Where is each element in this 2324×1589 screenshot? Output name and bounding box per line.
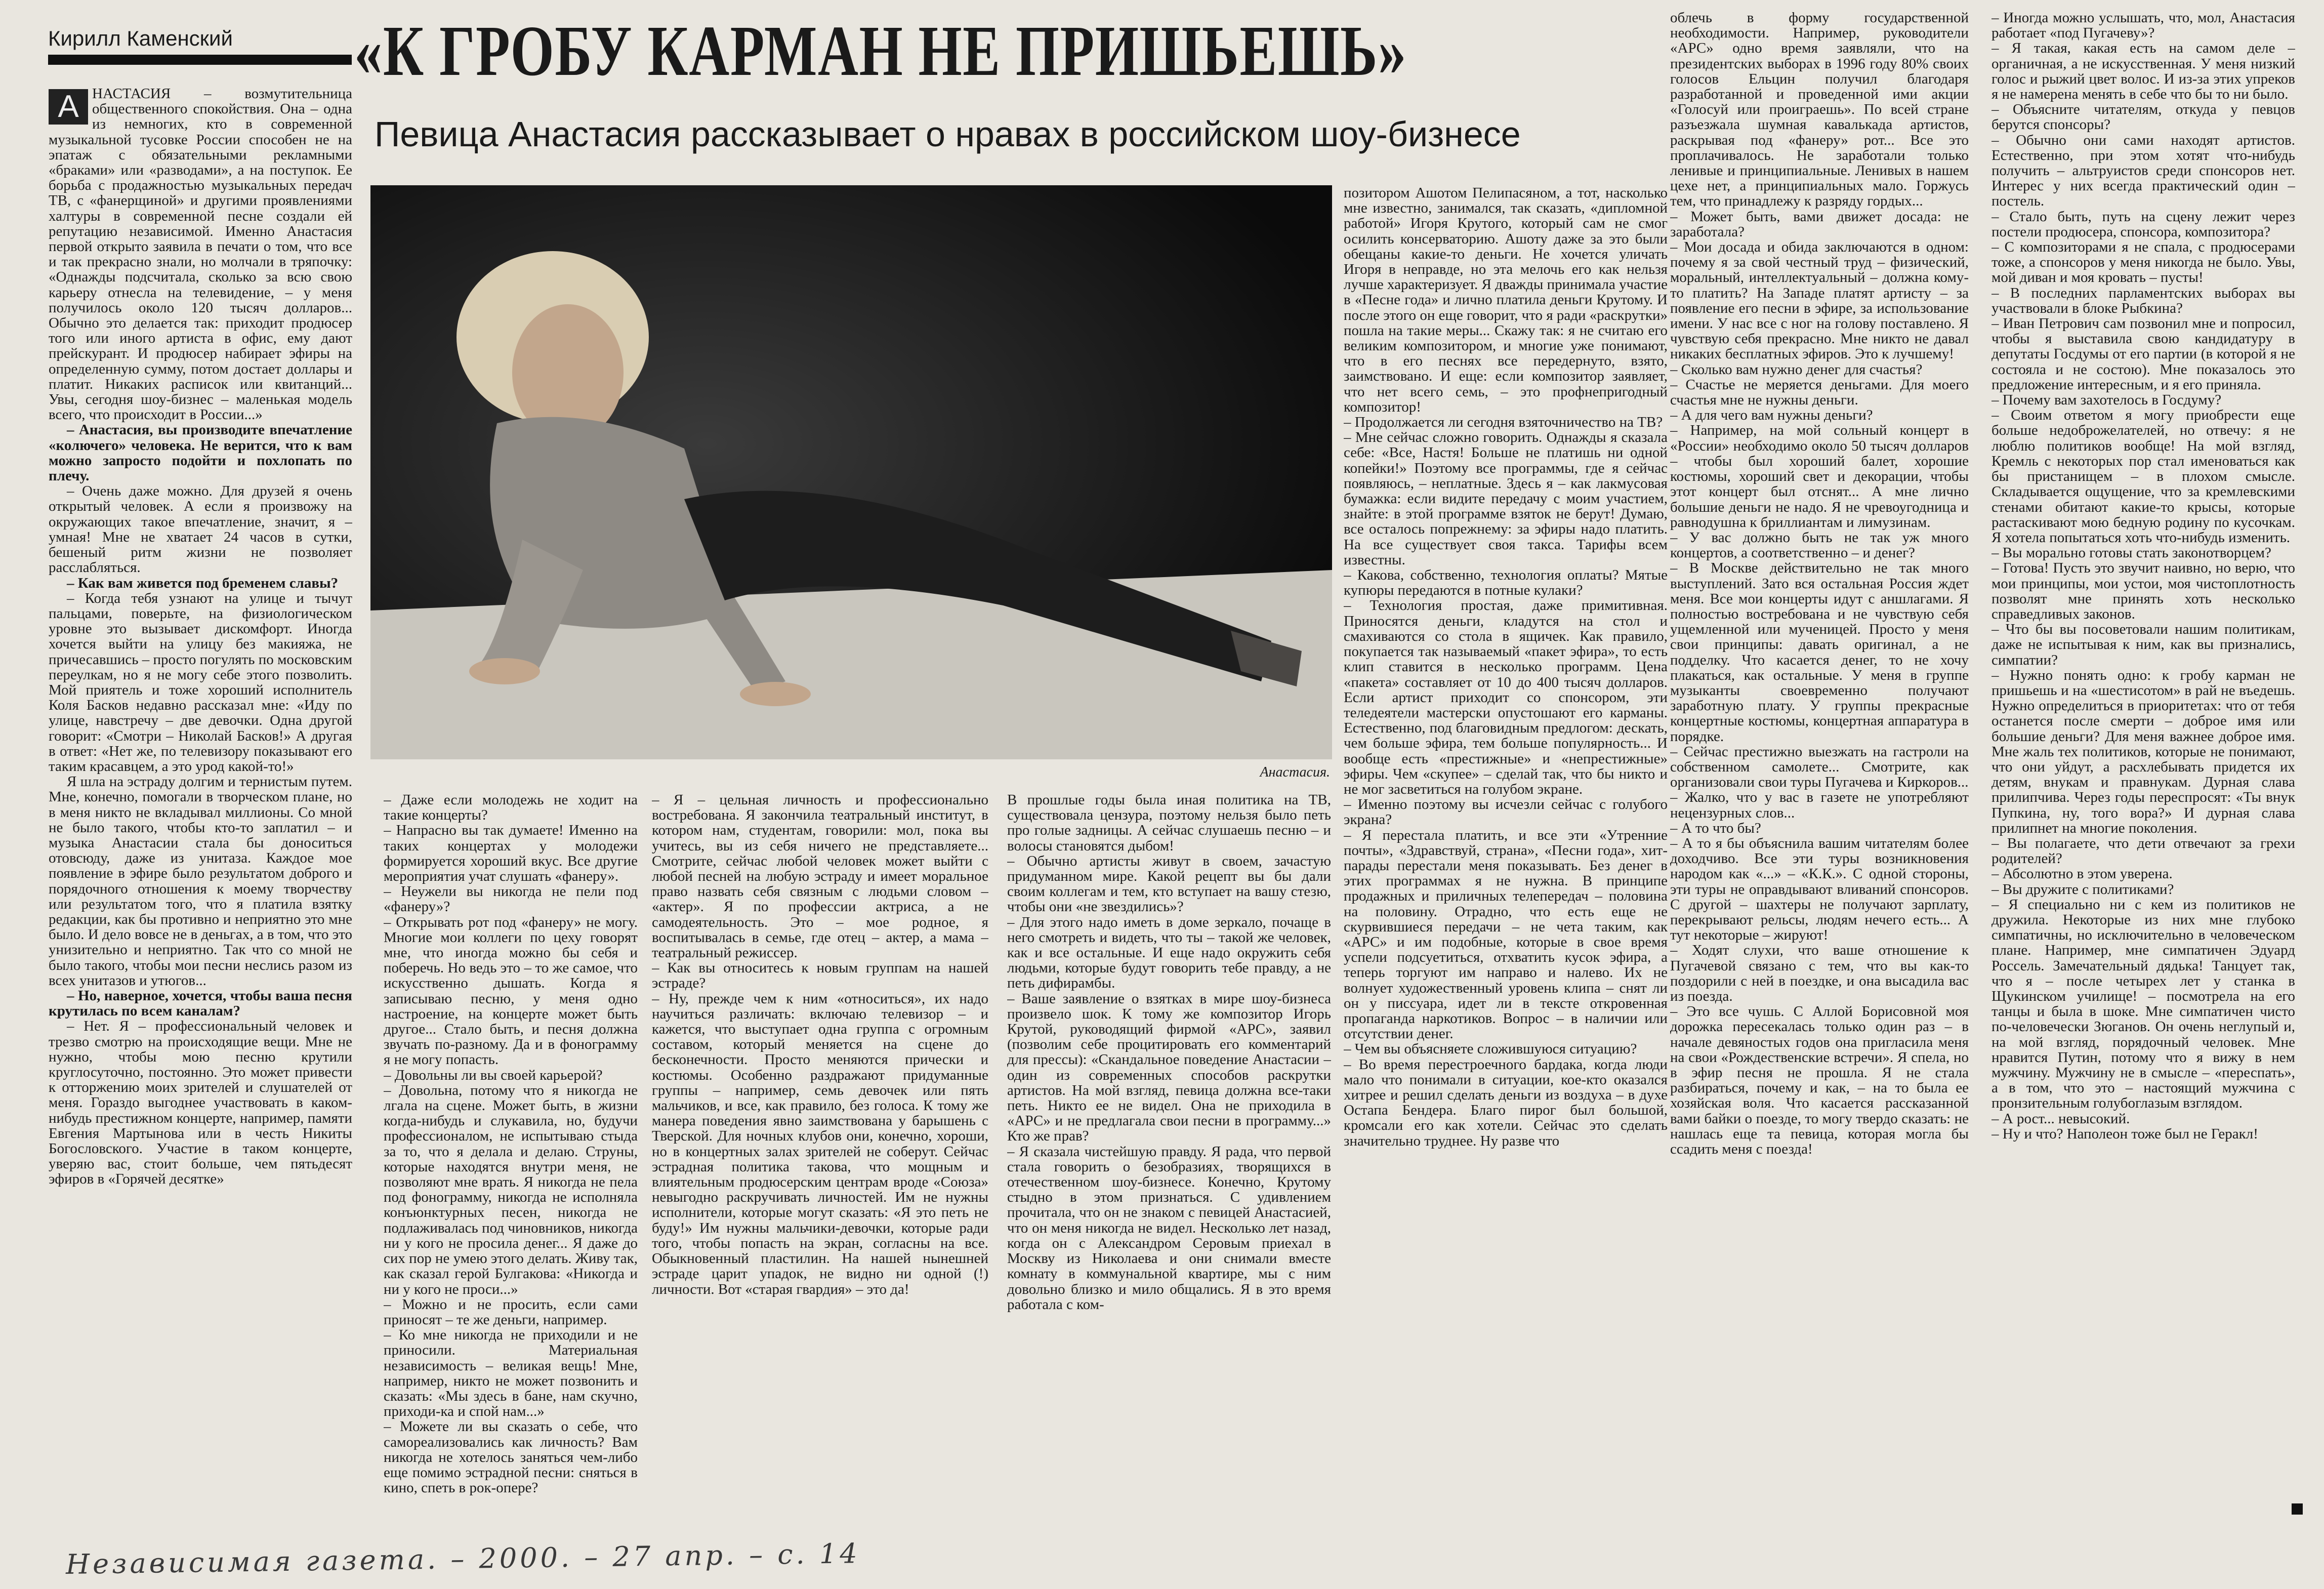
singer-photo-illustration bbox=[370, 185, 1332, 759]
article-end-mark bbox=[2292, 1503, 2303, 1515]
handwritten-source-note: Независимая газета. – 2000. – 27 апр. – с. 14 bbox=[65, 1537, 860, 1580]
column-6: облечь в форму государственной необходимости. Например, руководители «АРС» одно время заявляли, что на президентских выборах в 1996 году 80% своих голосов Ельцин получил благодаря разработанной и проведенной ими акции «Голосуй или проиграешь». По всей стране разъезжала шумная кавалькада артистов, раскрывая под «фанеру» рот... Все это проплачивалось. Не заработали только ленивые и принципиальные. Ленивых в нашем цехе нет, а принципиальных мало. Горжусь тем, что принадлежу к разряду гордых... – Может быть, вами движет досада: не заработала? – Мои досада и обида заключаются в одном: почему я за свой честный труд – физический, моральный, интеллектуальный – должна кому-то платить? На Западе платят артисту – за появление его песни в эфире, за использование имени. У нас все с ног на голову поставлено. Я чувствую себя прекрасно. Мне никто не давал никаких бесплатных эфиров. Это к лучшему! – Сколько вам нужно денег для счастья? – Счастье не меряется деньгами. Для моего счастья мне не нужны деньги. – А для чего вам нужны деньги? – Например, на мой сольный концерт в «России» необходимо около 50 тысяч долларов – чтобы был хороший балет, хорошие костюмы, хороший свет и декорации, чтобы этот концерт был отснят... А мне лично большие деньги не надо. Я не чревоугодница и равнодушна к бриллиантам и лимузинам. – У вас должно быть не так уж много концертов, а соответственно – и денег? – В Москве действительно не так много выступлений. Зато вся остальная Россия ждет меня. Все мои концерты идут с аншлагами. Я полностью востребована и не чувствую себя ущемленной или мученицей. Просто у меня свои принципы: давать оригинал, а не подделку. Что касается денег, то не хочу плакаться, как остальные. У меня в группе музыканты своевременно получают заработную плату. У группы прекрасные концертные костюмы, концертная аппаратура в порядке. – Сейчас престижно выезжать на гастроли на собственном самолете... Смотрите, как организовали свои туры Пугачева и Киркоров... – Жалко, что у вас в газете не употребляют нецензурных слов... – А то что бы? – А то я бы объяснила вашим читателям более доходчиво. Все эти туры возникновения народом как «...» – «К.К.». С одной стороны, эти туры не оправдывают вливаний спонсоров. С другой – шахтеры не получают зарплату, перекрывают рельсы, людям нечего есть... А тут некоторые – жируют! – Ходят слухи, что ваше отношение к Пугачевой связано с тем, что вы как-то поздорили с ней в поездке, и она высадила вас из поезда. – Это все чушь. С Аллой Борисовной моя дорожка пересекалась только один раз – в начале девяностых годов она пригласила меня на свои «Рождественские встречи». Я спела, но в эфир песня не прошла. Я не стала разбираться, почему и как, – на то была ее хозяйская воля. Что касается рассказанной вами байки о поезде, то могу твердо сказать: не нашлась еще та певица, которая могла бы ссадить меня с поезда! bbox=[1670, 10, 1969, 1158]
photo-caption: Анастасия. bbox=[1260, 764, 1330, 780]
question: – Анастасия, вы производите впечатление «колючего» человека. Не верится, что к вам можно запросто подойти и похлопать по плечу. bbox=[49, 422, 352, 484]
author-byline: Кирилл Каменский bbox=[48, 26, 233, 50]
article-subheadline: Певица Анастасия рассказывает о нравах в российском шоу-бизнесе bbox=[375, 114, 1521, 154]
lead-paragraph: НАСТАСИЯ – возмутительница общественного спокойствия. Она – одна из немногих, кто в современной музыкальной тусовке России способен не на эпатаж с обязательными рекламными «браками» или «разводами», а на поступок. Ее борьба с продажностью музыкальных передач ТВ, с «фанерщиной» и другими проявлениями халтуры в современной песне создали ей репутацию независимой. Именно Анастасия первой открыто заявила в печати о том, что все и так прекрасно знали, но молчали в тряпочку: «Однажды подсчитала, сколько за всю свою карьеру отнесла на телевидение, – у меня получилось около 120 тысяч долларов... Обычно это делается так: приходит продюсер того или иного артиста в офис, ему дают прейскурант. И продюсер набирает эфиры на определенную сумму, потом достает доллары и платит. Никаких расписок или квитанций... Увы, сегодня шоу-бизнес – маленькая модель всего, что происходит в России...» bbox=[49, 86, 352, 423]
answer: Я шла на эстраду долгим и тернистым путем. Мне, конечно, помогали в творческом плане, но в меня никто не вкладывал миллионы. Со мной не было такого, чтобы кто-то заплатил – и музыка Анастасии стала бы доноситься отовсюду, даже из унитаза. Каждое мое появление в эфире было результатом доброго и порядочного отношения к моему творчеству или результатом того, что я платила взятку редакции, как бы противно и неприятно это мне было. И дело вовсе не в деньгах, а в том, что это унизительно и неприятно. Так что со мной не было такого, чтобы мои песни неслись разом из всех унитазов и утюгов... bbox=[49, 773, 352, 989]
column-5: позитором Ашотом Пелипасяном, а тот, насколько мне известно, занимался, так сказать, «дипломной работой» Игоря Крутого, который сам не смог осилить консерваторию. Ашоту даже за это были обещаны какие-то деньги. Не хочется уличать Игоря в неправде, но эта мелочь его как нельзя лучше характеризует. Я дважды принимала участие в «Песне года» и лично платила деньги Крутому. И после этого он еще говорит, что я ради «раскрутки» пошла на такие меры... Скажу так: я не считаю его великим композитором, и многие уже понимают, что в его песнях все передернуто, взято, заимствовано. И еще: если композитор заявляет, что нет всего семь, – это профнепригодный композитор! – Продолжается ли сегодня взяточничество на ТВ? – Мне сейчас сложно говорить. Однажды я сказала себе: «Все, Настя! Больше не платишь ни одной копейки!» Поэтому все программы, где я сейчас появляюсь, – неплатные. Здесь я – как лакмусовая бумажка: если видите передачу с моим участием, знайте: в этой программе взяток не берут! Думаю, все осталось попрежнему: за эфиры надо платить. На все существует своя такса. Тарифы всем известны. – Какова, собственно, технология оплаты? Мятые купюры передаются в потные кулаки? – Технология простая, даже примитивная. Приносятся деньги, кладутся на стол и смахиваются со стола в ящичек. Как правило, покупается так называемый «пакет эфира», то есть клип ставится в несколько программ. Цена «пакета» составляет от 10 до 400 тысяч долларов. Если артист приходит со спонсором, эти теледеятели мастерски опустошают его карманы. Естественно, под благовидным предлогом: дескать, чем больше эфира, тем больше популярность... И вообще есть «престижные» и «непрестижные» эфиры. Чем «скупее» – сделай так, что бы никто и не мог засветиться на голубом экране. – Именно поэтому вы исчезли сейчас с голубого экрана? – Я перестала платить, и все эти «Утренние почты», «Здравствуй, страна», «Песни года», хит-парады перестали меня показывать. Без денег в этих программах я не нужна. В принципе продажных и приличных телепередач – половина на половину. Отрадно, что есть еще не скурвившиеся передачи – не чета таким, как «АРС» и им подобные, которые в свое время успели подсуетиться, отхватить кусок эфира, а теперь торгуют им направо и налево. Их не волнует художественный уровень клипа – снят ли он у писсуара, идет ли в тексте откровенная пропаганда наркотиков. Вопрос – в наличии или отсутствии денег. – Чем вы объясняете сложившуюся ситуацию? – Во время перестроечного бардака, когда люди мало что понимали в ситуации, кое-кто оказался хитрее и решил сделать деньги из воздуха – в духе Остапа Бендера. Благо пирог был большой, кромсали его как хотели. Сейчас это сделать значительно труднее. Ну разве что bbox=[1344, 185, 1668, 1149]
article-headline: «К ГРОБУ КАРМАН НЕ ПРИШЬЕШЬ» bbox=[354, 11, 1407, 91]
column-3: – Я – цельная личность и профессионально востребована. Я закончила театральный институт, в котором нам, студентам, говорили: мол, пока вы учитесь, вы из себя ничего не представляете... Смотрите, сейчас любой человек может выйти с любой песней на любую эстраду и имеет моральное право назвать себя связным с людьми словом – «актер». Я по профессии актриса, а не самодеятельность. Это – мое родное, я воспитывалась в семье, где отец – актер, а мама – театральный режиссер. – Как вы относитесь к новым группам на нашей эстраде? – Ну, прежде чем к ним «относиться», их надо научиться различать: включаю телевизор – и кажется, что выступает одна группа с огромным составом, который меняется на сцене до бесконечности. Просто меняются прически и костюмы. Особенно раздражают придуманные группы – например, семь девочек или пять мальчиков, и все, как правило, без голоса. К тому же манера поведения явно заимствована у барышень с Тверской. Для ночных клубов они, конечно, хороши, но в концертных залах зрителей не соберут. Сейчас эстрадная политика такова, что мощным и влиятельным продюсерским центрам вроде «Союза» невыгодно раскручивать личностей. Им не нужны исполнители, которые могут сказать: «Я это петь не буду!» Им нужны мальчики-девочки, которые ради того, чтобы попасть на экран, согласны на все. Обыкновенный пластилин. На нашей нынешней эстраде царит упадок, не видно ни одной (!) личности. Вот «старая гвардия» – это да! bbox=[652, 792, 988, 1297]
byline-rule bbox=[48, 55, 352, 65]
question: – Но, наверное, хочется, чтобы ваша песня крутилась по всем каналам? bbox=[49, 987, 352, 1020]
answer: – Нет. Я – профессиональный человек и трезво смотрю на происходящие вещи. Мне не нужно, чтобы мою песню крутили круглосуточно, постоянно. Это может привести к отторжению моих зрителей и слушателей от меня. Гораздо выгоднее участвовать в каком-нибудь престижном концерте, например, памяти Евгения Мартынова или в честь Никиты Богословского. Участие в таком концерте, уверяю вас, стоит больше, чем пятьдесят эфиров в «Горячей десятке» bbox=[49, 1018, 352, 1188]
column-1 bbox=[49, 86, 352, 1534]
dropcap: А bbox=[49, 89, 88, 125]
column-4: В прошлые годы была иная политика на ТВ, существовала цензура, поэтому нельзя было петь про голые задницы. А сейчас слушаешь песню – и волосы становятся дыбом! – Обычно артисты живут в своем, зачастую придуманном мире. Какой рецепт вы бы дали своим коллегам и тем, кто вступает на вашу стезю, чтобы они «не звездились»? – Для этого надо иметь в доме зеркало, почаще в него смотреть и видеть, что ты – такой же человек, как и все остальные. И еще надо окружить себя людьми, которые будут говорить тебе правду, а не петь дифирамбы. – Ваше заявление о взятках в мире шоу-бизнеса произвело шок. К тому же композитор Игорь Крутой, руководящий фирмой «АРС», заявил (позволим себе процитировать его комментарий для прессы): «Скандальное поведение Анастасии – один из современных способов раскрутки артистов. На мой взгляд, певица должна все-таки петь. Никто ее не видел. Она не приходила в «АРС» и не предлагала свои песни в программу...» Кто же прав? – Я сказала чистейшую правду. Я рада, что первой стала говорить о безобразиях, творящихся в отечественном шоу-бизнесе. Конечно, Крутому стыдно в этом признаться. С удивлением прочитала, что он не знаком с певицей Анастасией, что он меня никогда не видел. Несколько лет назад, когда он с Александром Серовым приехал в Москву из Николаева и они снимали вместе комнату в коммунальной квартире, мы с ним довольно близко и мило общались. Я в это время работала с ком- bbox=[1007, 792, 1331, 1313]
column-2: – Даже если молодежь не ходит на такие концерты? – Напрасно вы так думаете! Именно на таких концертах у молодежи формируется хороший вкус. Все другие мероприятия учат слушать «фанеру». – Неужели вы никогда не пели под «фанеру»? – Открывать рот под «фанеру» не могу. Многие мои коллеги по цеху говорят мне, что иногда можно бы себя и поберечь. Но ведь это – то же самое, что искусственно дышать. Когда я записываю песню, у меня одно настроение, на концерте может быть другое... Стало быть, и песня должна звучать по-разному. Да и в фонограмму я не могу попасть. – Довольны ли вы своей карьерой? – Довольна, потому что я никогда не лгала на сцене. Может быть, в жизни когда-нибудь и слукавила, но, будучи профессионалом, не испытываю стыда за то, что я делала и делаю. Струны, которые находятся внутри меня, не позволяют мне врать. Я никогда не пела под фонограмму, никогда не исполняла конъюнктурных песен, никогда не подлаживалась под чиновников, никогда ни у кого не просила денег... Я даже до сих пор не умею этого делать. Живу так, как сказал герой Булгакова: «Никогда и ни у кого не проси...» – Можно и не просить, если сами приносят – те же деньги, например. – Ко мне никогда не приходили и не приносили. Материальная независимость – великая вещь! Мне, например, никто не может позвонить и сказать: «Мы здесь в бане, нам скучно, приходи-ка и спой нам...» – Можете ли вы сказать о себе, что самореализовались как личность? Вам никогда не хотелось заняться чем-либо еще помимо эстрадной песни: сняться в кино, спеть в рок-опере? bbox=[384, 792, 638, 1496]
column-7: – Иногда можно услышать, что, мол, Анастасия работает «под Пугачеву»? – Я такая, какая есть на самом деле – органичная, а не искусственная. У меня низкий голос и рыжий цвет волос. И из-за этих упреков я не намерена менять в себе что бы то ни было. – Объясните читателям, откуда у певцов берутся спонсоры? – Обычно они сами находят артистов. Естественно, при этом хотят что-нибудь получить – альтруистов среди спонсоров нет. Интерес у них всегда практический один – постель. – Стало быть, путь на сцену лежит через постели продюсера, спонсора, композитора? – С композиторами я не спала, с продюсерами тоже, а спонсоров у меня никогда не было. Увы, мой диван и моя кровать – пусты! – В последних парламентских выборах вы участвовали в блоке Рыбкина? – Иван Петрович сам позвонил мне и попросил, чтобы я выставила свою кандидатуру в депутаты Госдумы от его партии (в которой я не состояла и не состою). Мне показалось это предложение интересным, и я его приняла. – Почему вам захотелось в Госдуму? – Своим ответом я могу приобрести еще больше недоброжелателей, но отвечу: я не люблю политиков вообще! На мой взгляд, Кремль с некоторых пор стал именоваться как бы пристанищем – в плохом смысле. Складывается ощущение, что за кремлевскими стенами обитают какие-то крысы, которые растаскивают мою бедную родину по кусочкам. Я хотела попытаться хоть что-нибудь изменить. – Вы морально готовы стать законотворцем? – Готова! Пусть это звучит наивно, но верю, что мои принципы, мои устои, моя чистоплотность позволят мне принять хоть несколько справедливых законов. – Что бы вы посоветовали нашим политикам, даже не испытывая к ним, как вы признались, симпатии? – Нужно понять одно: к гробу карман не пришьешь и на «шестисотом» в рай не въедешь. Нужно определиться в приоритетах: что от тебя останется после смерти – доброе имя или большие деньги? Для меня важнее доброе имя. Мне жаль тех политиков, которые не понимают, что они уйдут, а расхлебывать придется их детям, внукам и правнукам. Дурная слава прилипчива. Через годы переспросят: «Ты внук Пупкина, ну, того вора?» И дурная слава прилипнет на многие поколения. – Вы полагаете, что дети отвечают за грехи родителей? – Абсолютно в этом уверена. – Вы дружите с политиками? – Я специально ни с кем из политиков не дружила. Некоторые из них мне глубоко симпатичны, но исключительно в человеческом плане. Например, мне симпатичен Эдуард Россель. Замечательный дядька! Танцует так, что я – после четырех лет у станка в Щукинском училище! – посмотрела на его танцы и была в шоке. Мне симпатичен чисто по-человечески Зюганов. Он очень неглупый и, на мой взгляд, порядочный человек. Мне нравится Путин, потому что я вижу в нем мужчину. Мужчину не в смысле – «переспать», а в том, что это – настоящий мужчина с пронзительным голубоглазым взглядом. – А рост... невысокий. – Ну и что? Наполеон тоже был не Геракл! bbox=[1991, 10, 2295, 1142]
answer: – Очень даже можно. Для друзей я очень открытый человек. А если я произвожу на окружающих такое впечатление, значит, я – умная! Мне не хватает 24 часов в сутки, бешеный ритм жизни не позволяет расслабляться. bbox=[49, 483, 352, 576]
question: – Как вам живется под бременем славы? bbox=[67, 575, 339, 591]
answer: – Когда тебя узнают на улице и тычут пальцами, поверьте, на физиологическом уровне это вызывает дискомфорт. Иногда хочется выйти на улицу без макияжа, не причесавшись – просто погулять по московским переулкам, но я не могу себе этого позволить. Мой приятель и тоже хороший исполнитель Коля Басков недавно рассказал мне: «Иду по улице, навстречу – две девочки. Одна другой говорит: «Смотри – Николай Басков!» А другая в ответ: «Нет же, по телевизору показывают его таким красавцем, а это урод какой-то!» bbox=[49, 590, 352, 775]
article-photo bbox=[370, 185, 1332, 759]
